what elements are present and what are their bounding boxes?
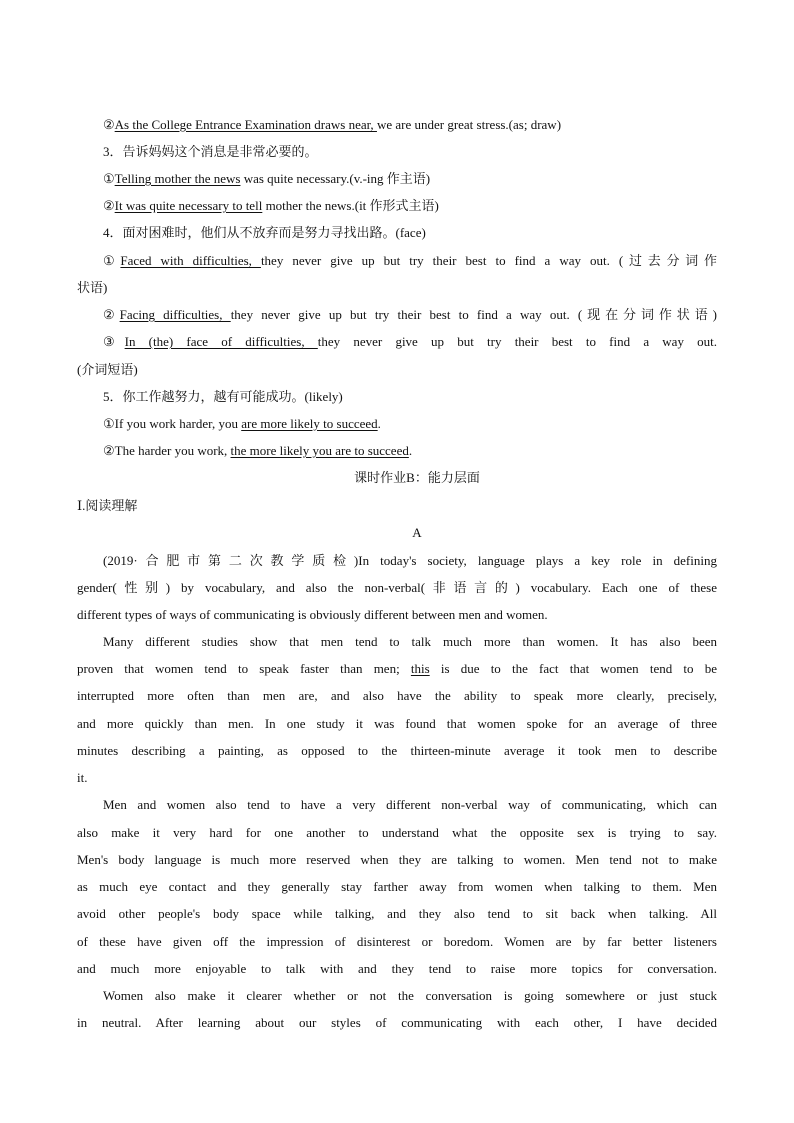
text-line (103, 442, 717, 460)
text-segment: ②The harder you work, (103, 443, 231, 458)
text-line (77, 660, 717, 678)
text-segment: (介词短语) (77, 362, 138, 377)
text-segment: Ⅰ.阅读理解 (77, 498, 138, 513)
text-segment: 状语) (77, 280, 108, 295)
text-segment: as much eye contact and they generally stay farther away from women when talking to them. Men (77, 879, 717, 894)
text-line (77, 687, 717, 705)
text-segment: Many different studies show that men tend to talk much more than women. It has also been (103, 634, 717, 649)
text-segment: ① (103, 253, 121, 268)
text-segment: ② (103, 117, 115, 132)
text-segment: ③ (103, 334, 125, 349)
text-line (103, 306, 717, 324)
text-line (77, 905, 717, 923)
text-line (77, 524, 757, 542)
text-segment: . (377, 416, 381, 431)
text-line (103, 143, 717, 161)
text-segment: they never give up but try their best to find a way out. (现在分词作状语) (230, 307, 717, 322)
text-segment: interrupted more often than men are, and also have the ability to speak more clearly, precisely, (77, 688, 717, 703)
text-segment: Women also make it clearer whether or not the conversation is going somewhere or just stuck (103, 988, 717, 1003)
answer-underlined: In (the) face of difficulties, (124, 334, 318, 349)
text-segment: ① (103, 171, 115, 186)
text-line (103, 633, 717, 651)
text-segment: A (412, 525, 422, 540)
text-segment: gender(性别) by vocabulary, and also the non-verbal(非语言的) vocabulary. Each one of these (77, 580, 717, 595)
text-line (103, 388, 717, 406)
text-line (103, 170, 717, 188)
text-segment: mother the news.(it 作形式主语) (262, 198, 439, 213)
text-segment: different types of ways of communicating is obviously different between men and women. (77, 607, 548, 622)
text-segment: of these have given off the impression of disinterest or boredom. Women are by far better listeners (77, 934, 717, 949)
text-line (103, 197, 717, 215)
answer-underlined: Facing difficulties, (119, 307, 231, 322)
text-segment: in neutral. After learning about our styles of communicating with each other, I have decided (77, 1015, 717, 1030)
text-line (103, 116, 717, 134)
text-line (103, 252, 717, 270)
text-line (77, 878, 717, 896)
text-line (103, 987, 717, 1005)
text-segment: ①If you work harder, you (103, 416, 242, 431)
text-segment: they never give up but try their best to find a way out. (317, 334, 717, 349)
text-line (77, 933, 717, 951)
text-line (103, 415, 717, 433)
answer-underlined: this (410, 661, 430, 676)
text-line (77, 960, 717, 978)
text-line (103, 224, 717, 242)
text-segment: (2019·合肥市第二次教学质检)In today's society, language plays a key role in defining (103, 553, 717, 568)
text-line (103, 796, 717, 814)
text-segment: . (408, 443, 413, 458)
answer-underlined: Faced with difficulties, (120, 253, 261, 268)
text-segment: and much more enjoyable to talk with and they tend to raise more topics for conversation. (77, 961, 717, 976)
answer-underlined: are more likely to succeed (241, 416, 378, 431)
answer-underlined: Telling mother the news (114, 171, 241, 186)
text-line (77, 1014, 717, 1032)
text-segment: avoid other people's body space while talking, and they also tend to sit back when talking. All (77, 906, 717, 921)
text-segment: ② (103, 307, 120, 322)
text-segment: 3．告诉妈妈这个消息是非常必要的。 (103, 144, 318, 159)
text-segment: Men and women also tend to have a very different non-verbal way of communicating, which can (103, 797, 717, 812)
text-line (77, 742, 717, 760)
text-line (77, 715, 717, 733)
text-segment: 5．你工作越努力，越有可能成功。(likely) (103, 389, 343, 404)
text-line (77, 497, 717, 515)
text-line (77, 606, 717, 624)
text-line (77, 851, 717, 869)
answer-underlined: As the College Entrance Examination draws near, (114, 117, 377, 132)
text-segment: and more quickly than men. In one study it was found that women spoke for an average of three (77, 716, 717, 731)
text-segment: 4．面对困难时，他们从不放弃而是努力寻找出路。(face) (103, 225, 426, 240)
answer-underlined: It was quite necessary to tell (114, 198, 263, 213)
answer-underlined: the more likely you are to succeed (230, 443, 409, 458)
text-line (77, 361, 717, 379)
text-line (103, 552, 717, 570)
text-segment: is due to the fact that women tend to be (429, 661, 717, 676)
text-line (77, 824, 717, 842)
text-line (103, 333, 717, 351)
text-line (77, 469, 757, 487)
text-segment: they never give up but try their best to find a way out. (过去分词作 (260, 253, 717, 268)
text-segment: ② (103, 198, 115, 213)
text-segment: minutes describing a painting, as opposed to the thirteen-minute average it took men to describe (77, 743, 717, 758)
text-segment: Men's body language is much more reserved when they are talking to women. Men tend not to make (77, 852, 717, 867)
text-line (77, 279, 717, 297)
text-segment: proven that women tend to speak faster than men; (77, 661, 411, 676)
text-segment: also make it very hard for one another to understand what the opposite sex is trying to say. (77, 825, 717, 840)
text-segment: it. (77, 770, 88, 785)
text-line (77, 579, 717, 597)
text-segment: was quite necessary.(v.-ing 作主语) (240, 171, 431, 186)
text-segment: 课时作业B：能力层面 (354, 470, 480, 485)
text-line (77, 769, 717, 787)
text-segment: we are under great stress.(as; draw) (376, 117, 562, 132)
